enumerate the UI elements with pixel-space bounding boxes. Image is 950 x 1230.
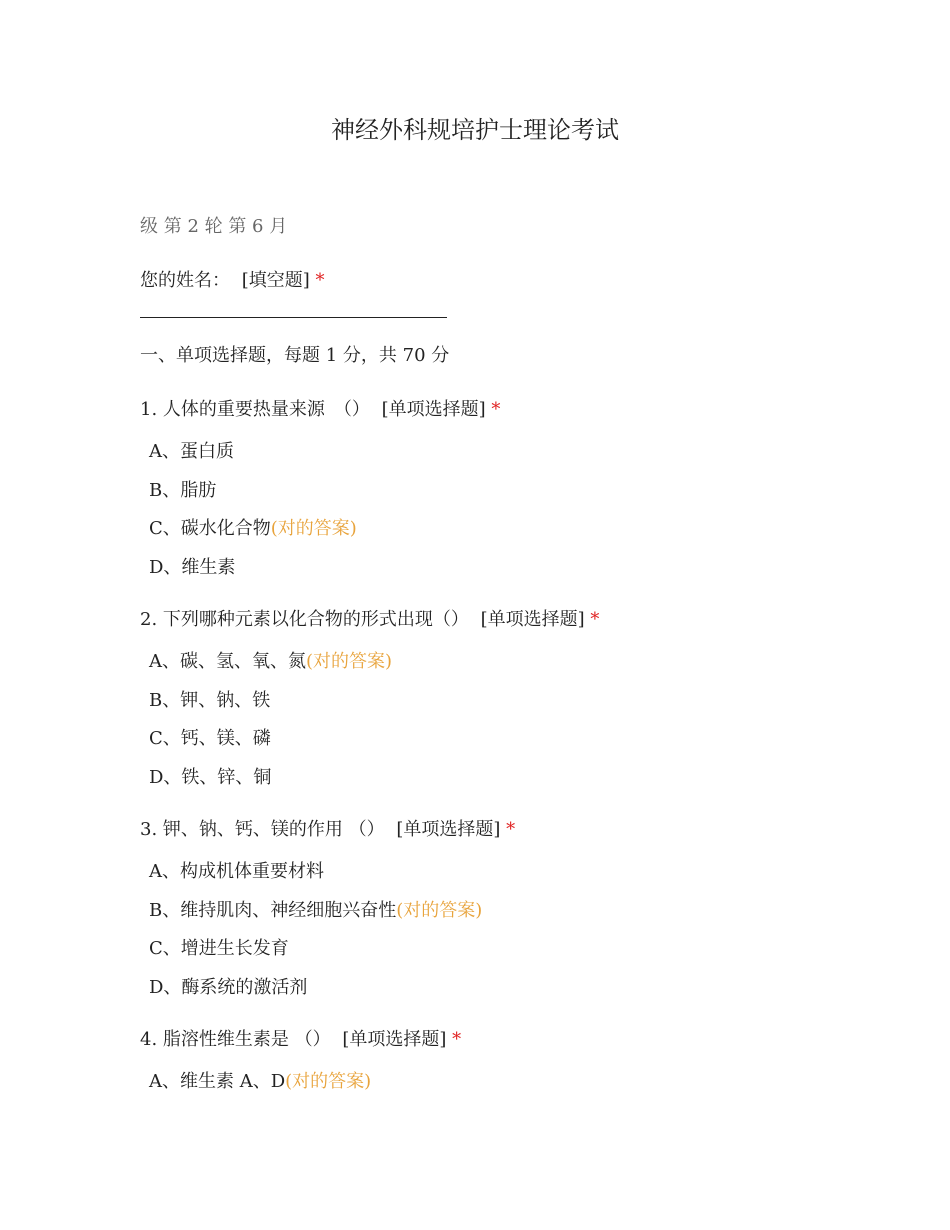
option-text: B、维持肌肉、神经细胞兴奋性 [149,900,397,921]
required-mark: * [452,1029,462,1050]
option-text: A、蛋白质 [149,441,234,462]
correct-answer-tag: (对的答案) [306,651,393,672]
section-heading: 一、单项选择题，每题 1 分，共 70 分 [140,345,450,366]
option-text: A、碳、氢、氧、氮 [149,651,306,672]
correct-answer-tag: (对的答案) [270,518,357,539]
option-2d[interactable] [149,763,271,789]
option-2a[interactable] [149,647,392,673]
required-mark: * [506,819,516,840]
option-text: A、维生素 A、D [149,1071,286,1092]
question-text: 3. 钾、钠、钙、镁的作用 （） [140,819,385,840]
name-answer-line[interactable] [140,317,447,318]
question-2 [140,605,599,631]
question-type: [单项选择题] [480,609,585,630]
option-text: A、构成机体重要材料 [149,861,324,882]
exam-subtitle: 级 第 2 轮 第 6 月 [140,216,288,237]
option-text: D、铁、锌、铜 [149,767,272,788]
option-text: B、钾、钠、铁 [149,690,271,711]
option-text: C、钙、镁、磷 [149,728,271,749]
option-2c[interactable] [149,724,271,750]
option-text: C、增进生长发育 [149,938,289,959]
page-title: 神经外科规培护士理论考试 [331,116,619,144]
option-text: B、脂肪 [149,480,217,501]
question-type: [单项选择题] [342,1029,447,1050]
option-3a[interactable] [149,857,324,883]
correct-answer-tag: (对的答案) [285,1071,372,1092]
question-type: [单项选择题] [381,399,486,420]
option-1a[interactable] [149,437,234,463]
question-3 [140,815,515,841]
name-label: 您的姓名： [140,270,230,291]
option-text: D、维生素 [149,557,236,578]
option-1b[interactable] [149,476,216,502]
question-type: [单项选择题] [396,819,501,840]
option-1c[interactable] [149,514,357,540]
option-4a[interactable] [149,1067,371,1093]
required-mark: * [491,399,501,420]
option-2b[interactable] [149,686,270,712]
name-prompt [140,266,325,292]
question-1 [140,395,500,421]
option-1d[interactable] [149,553,235,579]
question-text: 1. 人体的重要热量来源 （） [140,399,370,420]
question-4 [140,1025,461,1051]
required-mark: * [315,270,325,291]
name-question-type: [填空题] [241,270,310,291]
option-text: C、碳水化合物 [149,518,271,539]
question-text: 4. 脂溶性维生素是 （） [140,1029,331,1050]
required-mark: * [590,609,600,630]
correct-answer-tag: (对的答案) [396,900,483,921]
option-3b[interactable] [149,896,482,922]
option-3c[interactable] [149,934,289,960]
question-text: 2. 下列哪种元素以化合物的形式出现（） [140,609,469,630]
option-3d[interactable] [149,973,307,999]
option-text: D、酶系统的激活剂 [149,977,308,998]
